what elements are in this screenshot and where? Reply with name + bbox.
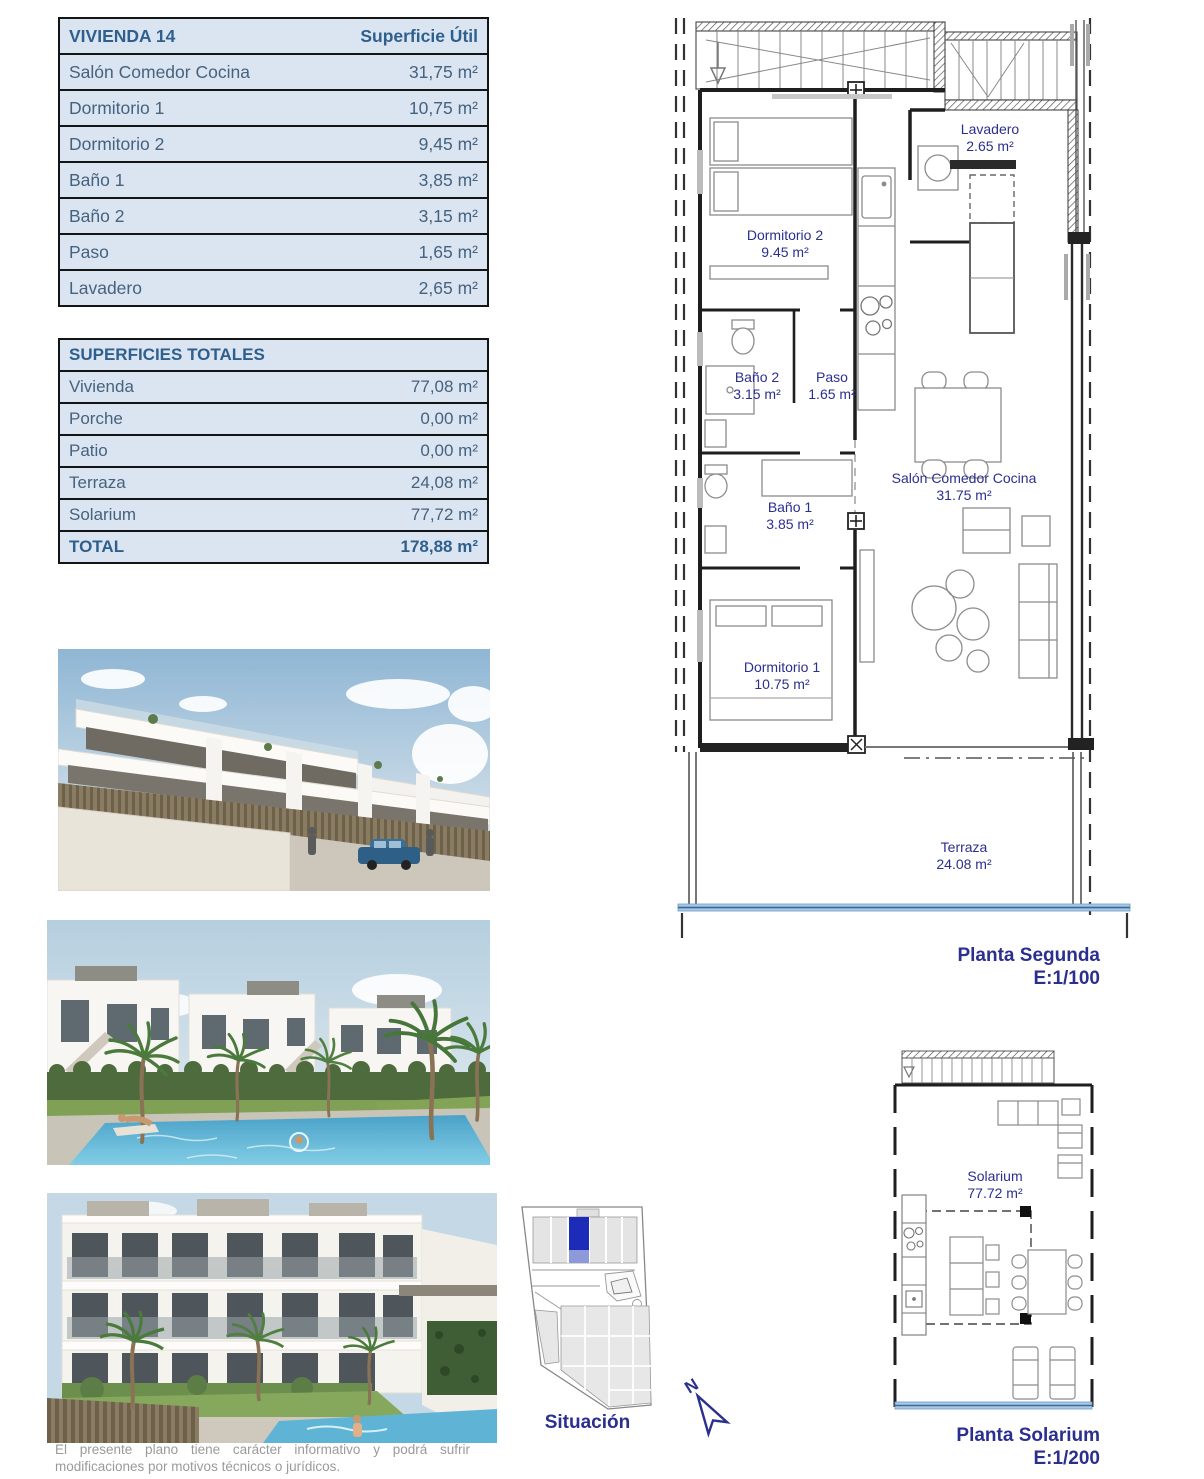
room-labels — [967, 1168, 1023, 1201]
disclaimer-text: El presente plano tiene carácter informativo y podrá sufrir modificaciones por motivos técnicos o jurídicos. — [55, 1442, 470, 1474]
row-value: 0,00 m² — [420, 441, 478, 460]
person-poolside — [353, 1415, 362, 1437]
row-value: 3,85 m² — [418, 169, 478, 190]
row-label: Porche — [69, 409, 123, 428]
plants — [912, 570, 989, 672]
sofa — [1019, 564, 1057, 678]
room-label-dormitorio-2: Dormitorio 2 — [746, 227, 824, 243]
render-photo-facade — [47, 1193, 497, 1443]
pergola-beam — [399, 1285, 497, 1296]
table-total-row — [60, 532, 487, 562]
lounge-furniture — [998, 1099, 1082, 1178]
row-label: Lavadero — [69, 277, 142, 298]
north-letter: N — [681, 1374, 702, 1398]
outdoor-kitchen — [902, 1195, 926, 1335]
floor-plan-planta-segunda — [672, 10, 1152, 940]
plan-caption-title: Planta Segunda — [957, 945, 1100, 966]
x-marker — [848, 736, 865, 753]
tall-unit-fridge — [970, 175, 1014, 333]
highlighted-plot — [569, 1217, 589, 1250]
pool — [69, 1115, 490, 1165]
table-title: SUPERFICIES TOTALES — [69, 345, 265, 364]
row-value: 1,65 m² — [418, 241, 478, 262]
render-photo-pool — [47, 920, 490, 1165]
svg-text:77.72 m²: 77.72 m² — [967, 1185, 1023, 1201]
dining-set — [915, 372, 1001, 478]
row-value: 77,08 m² — [410, 377, 478, 396]
room-label-lavadero: Lavadero — [960, 121, 1020, 137]
total-label: TOTAL — [69, 537, 125, 556]
kitchen-counter — [858, 168, 895, 410]
compass-arrow — [688, 1390, 727, 1434]
room-label-salon: Salón Comedor Cocina — [891, 470, 1037, 486]
table-row — [60, 91, 487, 127]
sun-loungers — [1013, 1347, 1075, 1399]
situacion-label: Situación — [544, 1412, 631, 1433]
row-value: 31,75 m² — [408, 61, 478, 82]
table-row — [60, 271, 487, 305]
row-value: 0,00 m² — [420, 409, 478, 428]
row-value: 24,08 m² — [410, 473, 478, 492]
svg-text:31.75 m²: 31.75 m² — [936, 487, 992, 503]
svg-text:1.65 m²: 1.65 m² — [808, 386, 856, 402]
svg-text:10.75 m²: 10.75 m² — [754, 676, 810, 692]
table-title: VIVIENDA 14 — [69, 25, 176, 46]
plan-caption-solarium — [800, 1424, 1100, 1470]
row-value: 9,45 m² — [418, 133, 478, 154]
room-label-dormitorio-1: Dormitorio 1 — [743, 659, 821, 675]
row-label: Dormitorio 2 — [69, 133, 165, 154]
stair-direction-arrow — [904, 1067, 914, 1077]
floor-plan-planta-solarium — [890, 1045, 1102, 1417]
island-with-stools — [950, 1237, 999, 1315]
svg-text:3.15 m²: 3.15 m² — [733, 386, 781, 402]
room-label-bano-2: Baño 2 — [734, 369, 780, 385]
situacion-map — [505, 1200, 670, 1415]
row-value: 77,72 m² — [410, 505, 478, 524]
vivienda-table — [58, 17, 489, 307]
table-row — [60, 500, 487, 532]
table-row — [60, 436, 487, 468]
room-label-solarium: Solarium — [967, 1168, 1023, 1184]
plan-caption-scale: E:1/200 — [1033, 1448, 1100, 1469]
solarium-stairs — [902, 1051, 1054, 1083]
row-value: 10,75 m² — [408, 97, 478, 118]
table-header-row — [60, 340, 487, 372]
row-label: Baño 1 — [69, 169, 125, 190]
highlighted-plot-terrace — [569, 1250, 589, 1263]
total-value: 178,88 m² — [400, 537, 478, 556]
row-label: Salón Comedor Cocina — [69, 61, 250, 82]
row-label: Dormitorio 1 — [69, 97, 165, 118]
plan-caption-segunda — [800, 944, 1100, 990]
room-label-paso: Paso — [816, 369, 848, 385]
totales-table — [58, 338, 489, 564]
row-label: Solarium — [69, 505, 137, 524]
svg-text:3.85 m²: 3.85 m² — [766, 516, 814, 532]
window-sill — [772, 94, 892, 99]
render-photo-townhouses — [58, 649, 490, 891]
table-row — [60, 468, 487, 500]
row-label: Baño 2 — [69, 205, 125, 226]
plus-marker-2 — [848, 513, 864, 529]
table-row — [60, 55, 487, 91]
svg-text:2.65 m²: 2.65 m² — [966, 138, 1014, 154]
row-label: Vivienda — [69, 377, 134, 396]
table-row — [60, 199, 487, 235]
outdoor-dining-set — [1012, 1250, 1082, 1314]
terrace — [678, 752, 1130, 938]
row-label: Terraza — [69, 473, 126, 492]
upper-plots — [533, 1209, 637, 1263]
row-label: Paso — [69, 241, 109, 262]
table-row — [60, 127, 487, 163]
bottom-wall — [700, 743, 848, 752]
svg-text:9.45 m²: 9.45 m² — [761, 244, 809, 260]
row-value: 2,65 m² — [418, 277, 478, 298]
svg-text:24.08 m²: 24.08 m² — [936, 856, 992, 872]
plan-caption-scale: E:1/100 — [1033, 968, 1100, 989]
table-row — [60, 235, 487, 271]
row-value: 3,15 m² — [418, 205, 478, 226]
plan-caption-title: Planta Solarium — [956, 1425, 1100, 1446]
table-header-row — [60, 19, 487, 55]
column-header: Superficie Útil — [360, 25, 478, 46]
table-row — [60, 163, 487, 199]
table-row — [60, 372, 487, 404]
row-label: Patio — [69, 441, 108, 460]
counter — [950, 160, 1016, 169]
table-row — [60, 404, 487, 436]
lower-plots — [535, 1306, 651, 1407]
room-label-terraza: Terraza — [940, 839, 988, 855]
room-label-bano-1: Baño 1 — [767, 499, 813, 515]
north-arrow-icon — [672, 1366, 736, 1446]
